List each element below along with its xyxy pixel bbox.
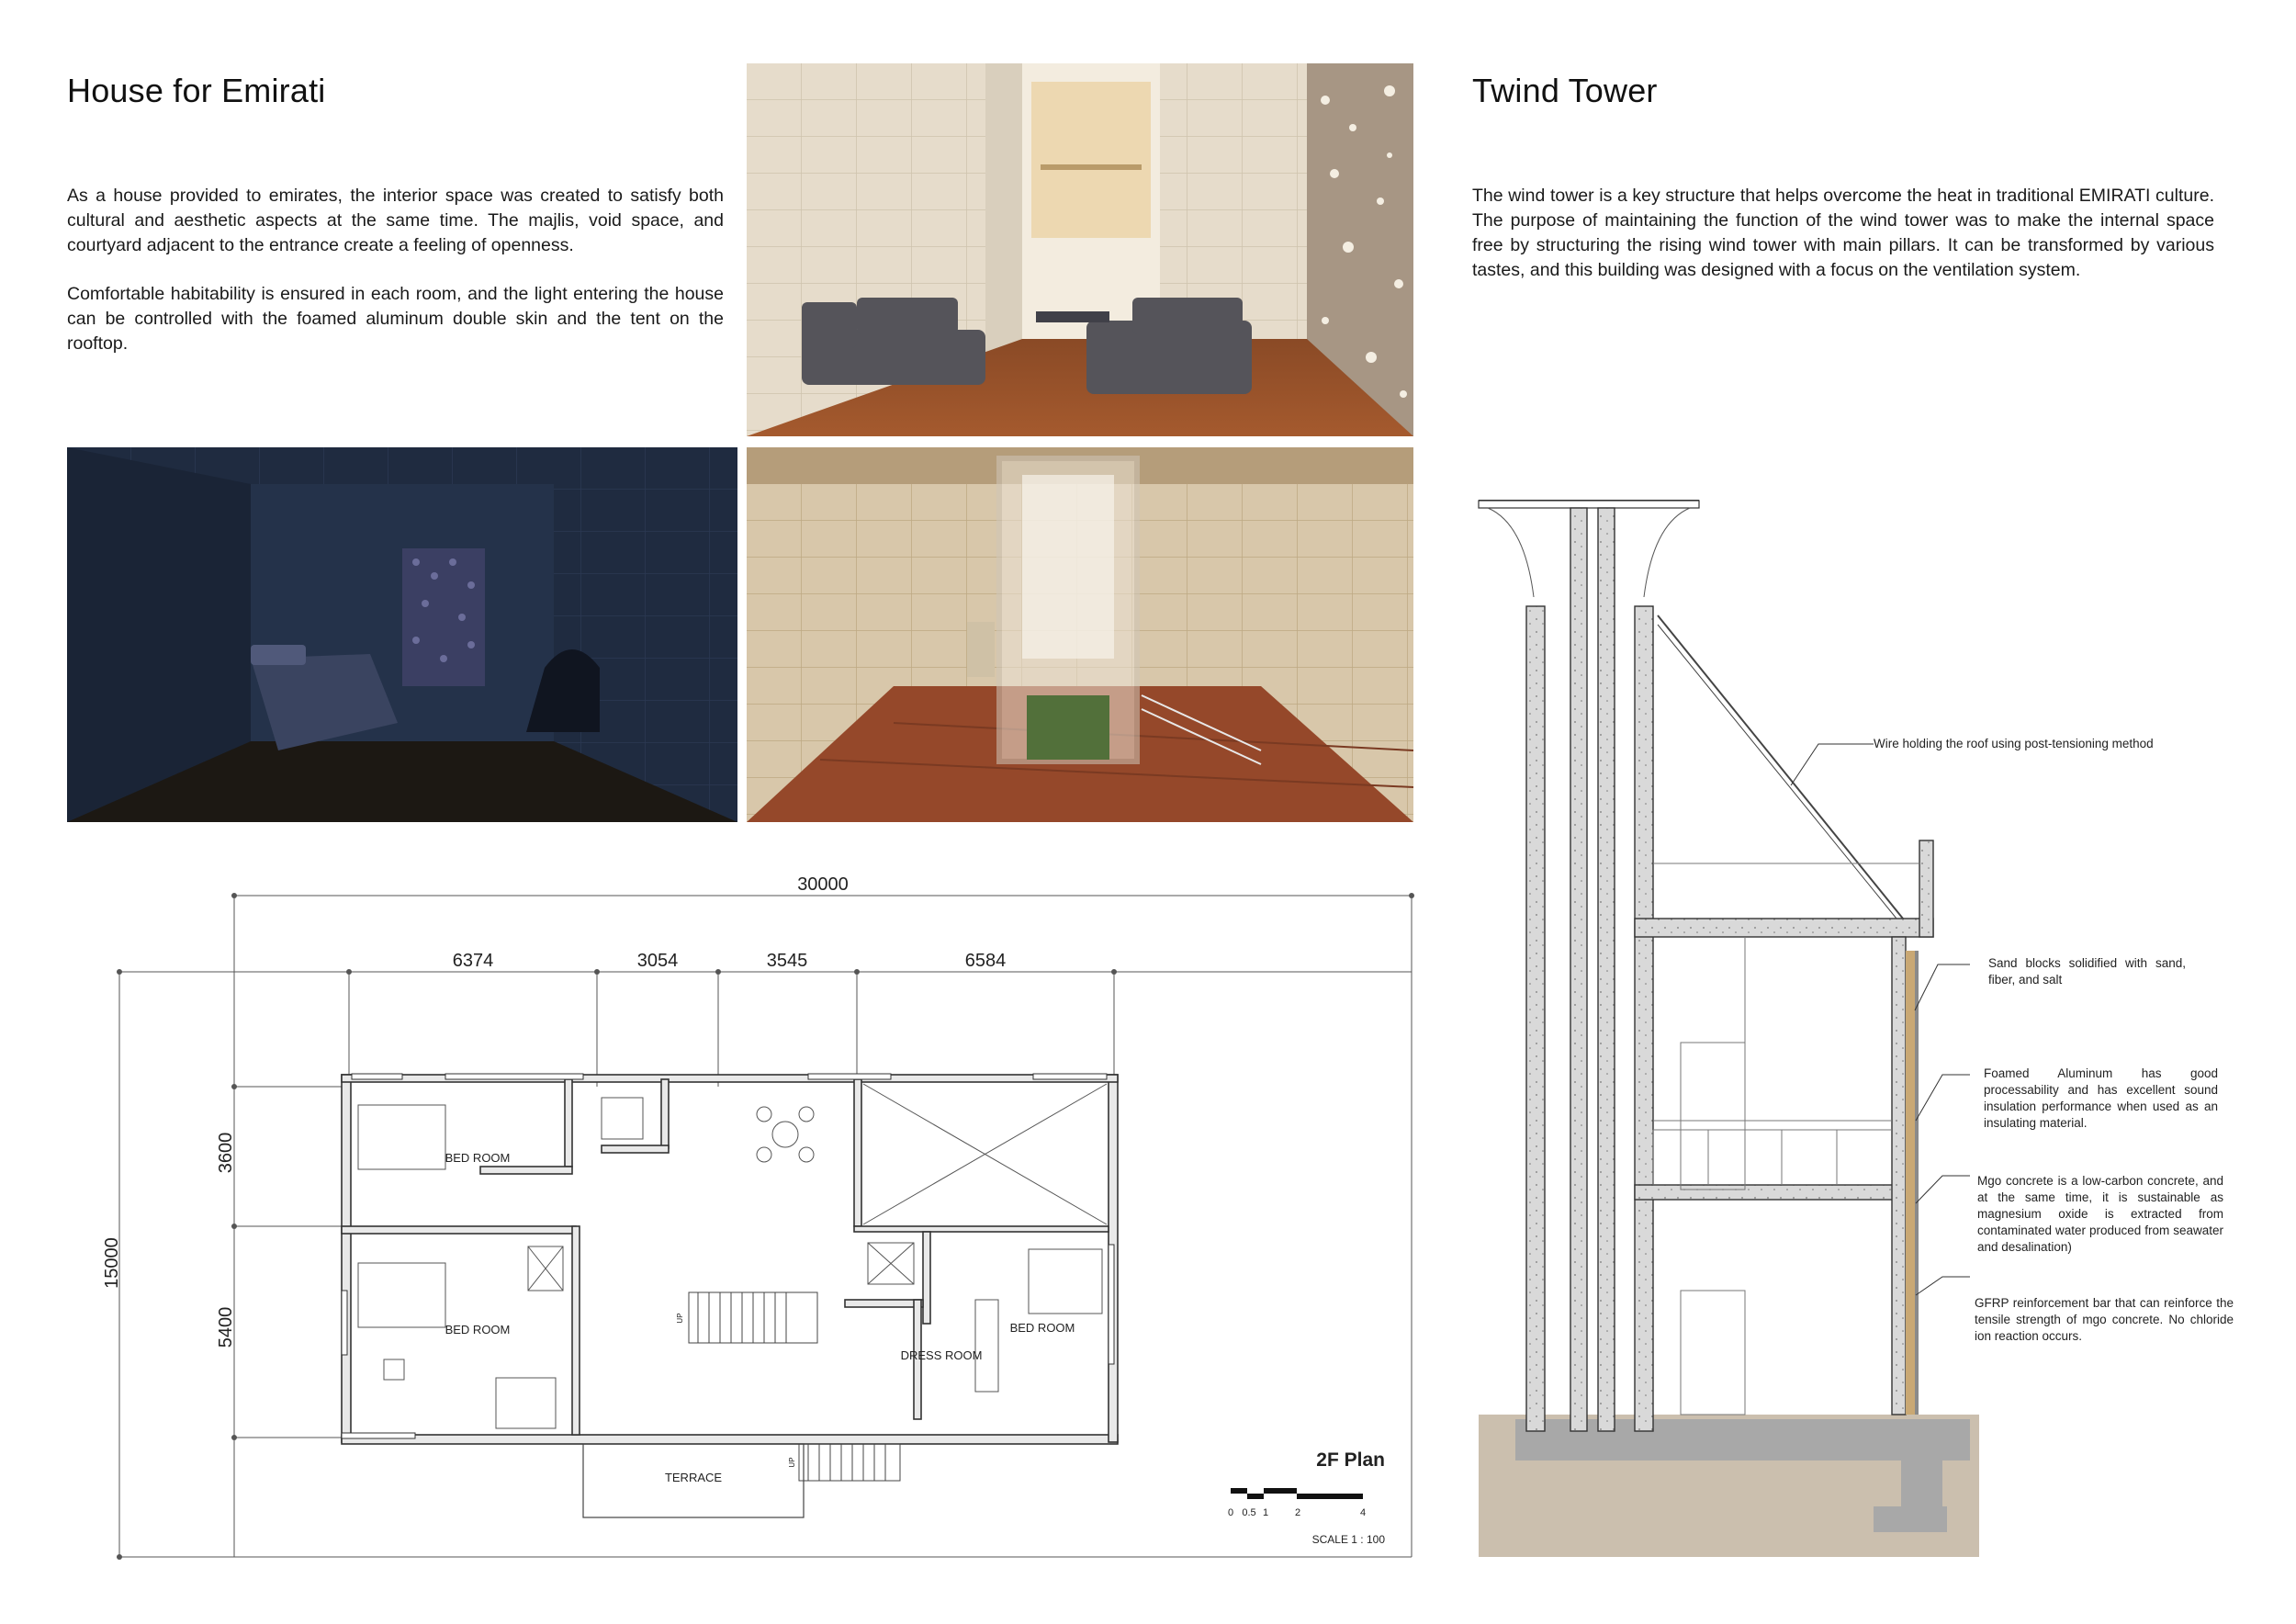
room-label-bedroom-2: BED ROOM xyxy=(445,1323,511,1336)
note-gfrp: GFRP reinforcement bar that can reinforce the tensile strength of mgo concrete. No chloride ion reaction occurs. xyxy=(1975,1296,2234,1343)
plan-title: 2F Plan xyxy=(1316,1449,1385,1471)
living-room-render xyxy=(747,63,1413,436)
room-label-dress-room: DRESS ROOM xyxy=(900,1348,983,1362)
note-mgo-concrete: Mgo concrete is a low-carbon concrete, and at the same time, it is sustainable as magnesium oxide is extracted from contaminated water produced from seawater and desalination) xyxy=(1977,1174,2223,1254)
vdim-2: 5400 xyxy=(216,1306,236,1348)
note-foamed-aluminum: Foamed Aluminum has good processability and has excellent sound insulation performance when used as an insulating material. xyxy=(1984,1066,2218,1130)
scale-tick-1: 1 xyxy=(1262,1507,1269,1518)
room-label-bedroom-3: BED ROOM xyxy=(1009,1321,1075,1335)
note-wire: Wire holding the roof using post-tensioning method xyxy=(1874,737,2154,750)
left-title: House for Emirati xyxy=(67,72,326,109)
vdim-1: 3600 xyxy=(216,1132,236,1174)
void-space-render xyxy=(747,447,1413,822)
dim-4: 6584 xyxy=(964,951,1007,971)
scale-tick-4: 4 xyxy=(1359,1507,1367,1518)
floor-plan xyxy=(92,877,1424,1566)
scale-tick-0: 0 xyxy=(1227,1507,1234,1518)
note-sand-blocks: Sand blocks solidified with sand, fiber, and salt xyxy=(1988,956,2186,987)
scale-tick-05: 0.5 xyxy=(1242,1507,1256,1518)
stair-up-label-2: UP xyxy=(788,1457,796,1468)
stair-up-label-1: UP xyxy=(676,1313,684,1324)
right-description: The wind tower is a key structure that helps overcome the heat in traditional EMIRATI culture. The purpose of maintaining the function of the wind tower was to make the internal space free by structuring the rising wind tower with main pillars. It can be transformed by various tastes, and this building was designed with a focus on the ventilation system. xyxy=(1472,186,2214,280)
overall-height-dim: 15000 xyxy=(102,1237,122,1289)
room-label-terrace: TERRACE xyxy=(664,1471,723,1484)
left-description xyxy=(67,184,724,380)
bedroom-night-render xyxy=(67,447,737,822)
scale-label: SCALE 1 : 100 xyxy=(1311,1533,1385,1546)
dim-1: 6374 xyxy=(452,951,494,971)
dim-3: 3545 xyxy=(766,951,808,971)
dim-2: 3054 xyxy=(636,951,679,971)
right-title: Twind Tower xyxy=(1472,72,1658,109)
left-paragraph-1: As a house provided to emirates, the interior space was created to satisfy both cultural and aesthetic aspects at the same time. The majlis, void space, and courtyard adjacent to the entrance create a feeling of openness. xyxy=(67,186,724,255)
overall-width-dim: 30000 xyxy=(797,877,849,895)
left-paragraph-2: Comfortable habitability is ensured in each room, and the light entering the house can be controlled with the foamed aluminum double skin and the tent on the rooftop. xyxy=(67,284,724,354)
room-label-bedroom-1: BED ROOM xyxy=(445,1151,511,1165)
wind-tower-section xyxy=(1469,487,1984,1566)
scale-tick-2: 2 xyxy=(1294,1507,1301,1518)
